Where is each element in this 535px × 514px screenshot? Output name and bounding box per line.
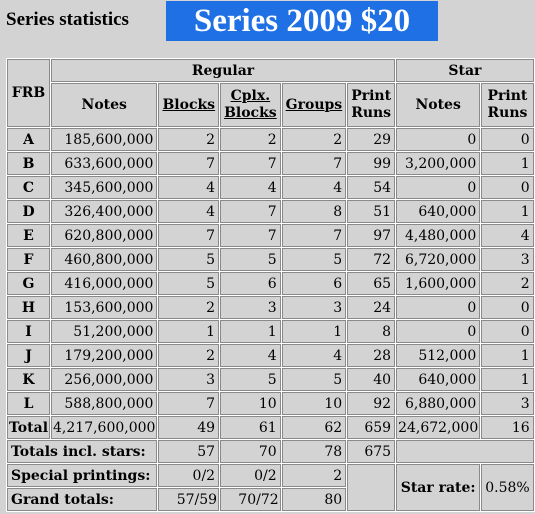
grand-totals-blocks: 57/59	[158, 488, 219, 511]
cell-notes: 179,200,000	[51, 344, 157, 367]
cell-cplx-blocks: 6	[220, 272, 281, 295]
cell-star-print-runs: 3	[481, 392, 533, 415]
empty-cell	[347, 464, 395, 511]
series-banner: Series 2009 $20	[166, 1, 438, 41]
cell-star-print-runs: 1	[481, 200, 533, 223]
special-printings-label: Special printings:	[7, 464, 157, 487]
groups-header-link[interactable]: Groups	[282, 83, 347, 127]
cell-blocks: 7	[158, 152, 219, 175]
cell-groups: 7	[282, 152, 347, 175]
blocks-header-link[interactable]: Blocks	[158, 83, 219, 127]
table-row	[7, 344, 534, 367]
cell-frb: J	[7, 344, 50, 367]
total-blocks: 49	[158, 416, 219, 439]
table-row	[7, 248, 534, 271]
total-label: Total	[7, 416, 50, 439]
cell-frb: I	[7, 320, 50, 343]
cell-star-notes: 6,720,000	[396, 248, 480, 271]
cell-print-runs: 28	[347, 344, 395, 367]
cell-groups: 6	[282, 272, 347, 295]
frb-header: FRB	[7, 59, 50, 127]
cell-print-runs: 92	[347, 392, 395, 415]
grand-totals-cplx: 70/72	[220, 488, 281, 511]
regular-notes-header: Notes	[51, 83, 157, 127]
cell-notes: 633,600,000	[51, 152, 157, 175]
cell-frb: A	[7, 128, 50, 151]
cell-print-runs: 99	[347, 152, 395, 175]
cell-blocks: 2	[158, 344, 219, 367]
cell-blocks: 1	[158, 320, 219, 343]
table-row	[7, 368, 534, 391]
cell-notes: 326,400,000	[51, 200, 157, 223]
cell-star-notes: 640,000	[396, 368, 480, 391]
grand-totals-label: Grand totals:	[7, 488, 157, 511]
cell-star-notes: 0	[396, 296, 480, 319]
total-notes: 4,217,600,000	[51, 416, 157, 439]
cell-star-notes: 640,000	[396, 200, 480, 223]
cell-blocks: 5	[158, 248, 219, 271]
cell-cplx-blocks: 10	[220, 392, 281, 415]
cell-groups: 5	[282, 368, 347, 391]
cell-cplx-blocks: 7	[220, 224, 281, 247]
cell-notes: 460,800,000	[51, 248, 157, 271]
cplx-blocks-header-link[interactable]: Cplx. Blocks	[220, 83, 281, 127]
cell-frb: B	[7, 152, 50, 175]
total-star-runs: 16	[481, 416, 533, 439]
cell-groups: 4	[282, 176, 347, 199]
cell-star-print-runs: 4	[481, 224, 533, 247]
cell-groups: 2	[282, 128, 347, 151]
cell-print-runs: 65	[347, 272, 395, 295]
table-row	[7, 200, 534, 223]
table-row	[7, 224, 534, 247]
cell-groups: 4	[282, 344, 347, 367]
cell-cplx-blocks: 5	[220, 368, 281, 391]
cell-star-print-runs: 2	[481, 272, 533, 295]
totals-incl-stars-blocks: 57	[158, 440, 219, 463]
cell-star-print-runs: 0	[481, 320, 533, 343]
cell-star-print-runs: 0	[481, 128, 533, 151]
cell-print-runs: 54	[347, 176, 395, 199]
star-print-runs-header: Print Runs	[481, 83, 533, 127]
cell-print-runs: 72	[347, 248, 395, 271]
cell-groups: 7	[282, 224, 347, 247]
star-notes-header: Notes	[396, 83, 480, 127]
cell-print-runs: 29	[347, 128, 395, 151]
cell-cplx-blocks: 7	[220, 200, 281, 223]
cell-star-notes: 3,200,000	[396, 152, 480, 175]
total-print-runs: 659	[347, 416, 395, 439]
table-row	[7, 296, 534, 319]
cell-notes: 185,600,000	[51, 128, 157, 151]
cell-cplx-blocks: 4	[220, 344, 281, 367]
regular-print-runs-header: Print Runs	[347, 83, 395, 127]
total-groups: 62	[282, 416, 347, 439]
regular-group-header: Regular	[51, 59, 395, 82]
cell-blocks: 4	[158, 200, 219, 223]
cell-cplx-blocks: 2	[220, 128, 281, 151]
star-rate-label: Star rate:	[396, 464, 480, 511]
cell-star-notes: 512,000	[396, 344, 480, 367]
cell-star-print-runs: 1	[481, 368, 533, 391]
cell-frb: C	[7, 176, 50, 199]
cell-cplx-blocks: 1	[220, 320, 281, 343]
empty-cell	[396, 440, 534, 463]
table-row	[7, 128, 534, 151]
star-rate-value: 0.58%	[481, 464, 533, 511]
cell-blocks: 2	[158, 296, 219, 319]
totals-incl-stars-runs: 675	[347, 440, 395, 463]
cell-frb: G	[7, 272, 50, 295]
star-group-header: Star	[396, 59, 534, 82]
cell-cplx-blocks: 4	[220, 176, 281, 199]
cell-blocks: 3	[158, 368, 219, 391]
cell-notes: 345,600,000	[51, 176, 157, 199]
cell-cplx-blocks: 5	[220, 248, 281, 271]
cell-notes: 153,600,000	[51, 296, 157, 319]
cell-frb: D	[7, 200, 50, 223]
cell-star-notes: 0	[396, 176, 480, 199]
cell-print-runs: 8	[347, 320, 395, 343]
total-star-notes: 24,672,000	[396, 416, 480, 439]
cell-cplx-blocks: 3	[220, 296, 281, 319]
cell-frb: H	[7, 296, 50, 319]
cell-star-notes: 0	[396, 320, 480, 343]
cell-groups: 10	[282, 392, 347, 415]
cell-cplx-blocks: 7	[220, 152, 281, 175]
table-row	[7, 272, 534, 295]
cell-blocks: 2	[158, 128, 219, 151]
cell-groups: 8	[282, 200, 347, 223]
cell-star-notes: 1,600,000	[396, 272, 480, 295]
special-printings-blocks: 0/2	[158, 464, 219, 487]
cell-blocks: 5	[158, 272, 219, 295]
cell-blocks: 4	[158, 176, 219, 199]
cell-star-print-runs: 3	[481, 248, 533, 271]
total-cplx-blocks: 61	[220, 416, 281, 439]
cell-frb: E	[7, 224, 50, 247]
cell-notes: 51,200,000	[51, 320, 157, 343]
totals-incl-stars-label: Totals incl. stars:	[7, 440, 157, 463]
special-printings-groups: 2	[282, 464, 347, 487]
cell-star-print-runs: 0	[481, 176, 533, 199]
cell-notes: 620,800,000	[51, 224, 157, 247]
cell-blocks: 7	[158, 392, 219, 415]
cell-groups: 1	[282, 320, 347, 343]
cell-star-notes: 6,880,000	[396, 392, 480, 415]
cell-frb: F	[7, 248, 50, 271]
cell-star-print-runs: 1	[481, 344, 533, 367]
table-row	[7, 320, 534, 343]
cell-print-runs: 24	[347, 296, 395, 319]
cell-print-runs: 51	[347, 200, 395, 223]
cell-star-notes: 4,480,000	[396, 224, 480, 247]
cell-notes: 256,000,000	[51, 368, 157, 391]
cell-frb: K	[7, 368, 50, 391]
cell-print-runs: 40	[347, 368, 395, 391]
cell-star-notes: 0	[396, 128, 480, 151]
table-row	[7, 152, 534, 175]
cell-groups: 5	[282, 248, 347, 271]
table-row	[7, 392, 534, 415]
cell-star-print-runs: 0	[481, 296, 533, 319]
totals-incl-stars-groups: 78	[282, 440, 347, 463]
cell-star-print-runs: 1	[481, 152, 533, 175]
cell-blocks: 7	[158, 224, 219, 247]
table-row	[7, 176, 534, 199]
cell-groups: 3	[282, 296, 347, 319]
special-printings-cplx: 0/2	[220, 464, 281, 487]
cell-frb: L	[7, 392, 50, 415]
series-statistics-table	[6, 58, 535, 512]
cell-notes: 588,800,000	[51, 392, 157, 415]
page-title: Series statistics	[6, 9, 129, 30]
grand-totals-groups: 80	[282, 488, 347, 511]
totals-incl-stars-cplx: 70	[220, 440, 281, 463]
cell-notes: 416,000,000	[51, 272, 157, 295]
cell-print-runs: 97	[347, 224, 395, 247]
